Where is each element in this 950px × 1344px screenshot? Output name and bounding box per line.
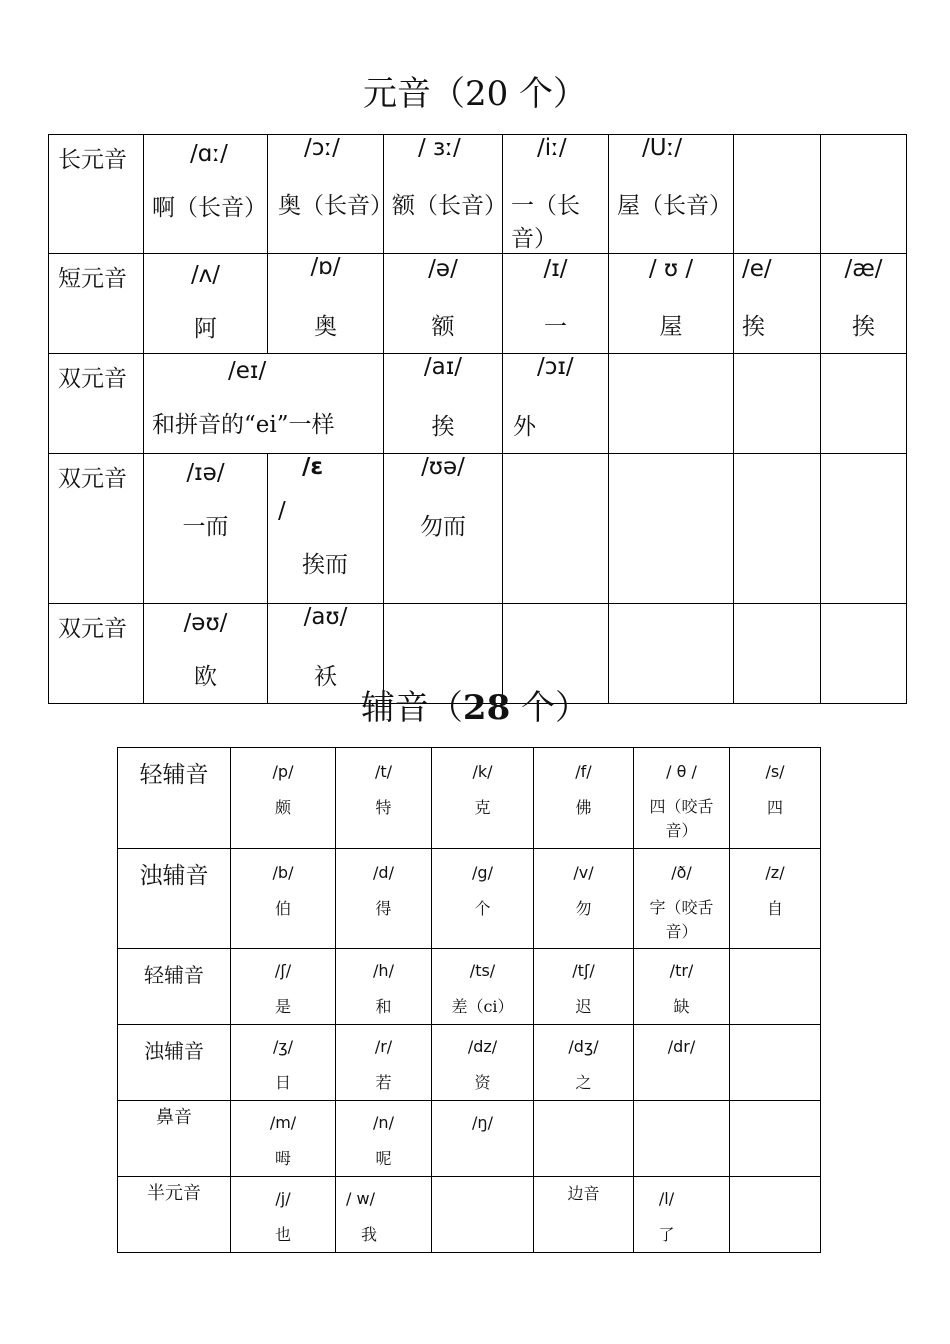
ipa-symbol: /iː/ — [537, 135, 567, 161]
chinese-hint: 一而 — [182, 514, 229, 540]
chinese-hint: 佛 — [575, 798, 592, 817]
chinese-hint: 特 — [375, 798, 392, 817]
consonant-cell — [534, 849, 634, 949]
chinese-hint: 之 — [575, 1073, 592, 1092]
ipa-symbol: /p/ — [272, 762, 294, 781]
chinese-hint: 缺 — [673, 997, 690, 1016]
chinese-hint: 挨 — [852, 314, 875, 340]
chinese-hint: 额（长音） — [392, 193, 507, 219]
ipa-symbol: /tr/ — [669, 961, 694, 980]
ipa-symbol: /n/ — [373, 1113, 394, 1132]
row-header: 轻辅音 — [118, 748, 231, 849]
vowel-cell — [144, 354, 384, 454]
vowel-cell — [144, 254, 268, 354]
chinese-hint: 啊（长音） — [152, 195, 267, 221]
vowel-cell — [821, 254, 907, 354]
consonant-cell — [534, 949, 634, 1025]
chinese-hint: 奥 — [314, 314, 337, 340]
chinese-hint: 克 — [474, 798, 491, 817]
chinese-hint: 屋 — [659, 314, 683, 340]
chinese-hint: 挨 — [742, 314, 765, 340]
ipa-symbol: / θ / — [666, 762, 697, 781]
consonant-cell — [231, 1101, 336, 1177]
empty-cell — [734, 354, 821, 454]
ipa-symbol: /dr/ — [667, 1037, 696, 1056]
long-vowel-row — [49, 135, 907, 254]
consonant-cell — [231, 949, 336, 1025]
consonant-cell — [534, 1025, 634, 1101]
empty-cell — [821, 454, 907, 604]
empty-cell — [730, 1025, 821, 1101]
consonant-cell — [231, 748, 336, 849]
ipa-symbol: /ð/ — [671, 863, 692, 882]
consonant-cell — [634, 949, 730, 1025]
chinese-hint: 颇 — [274, 798, 291, 817]
row-header: 双元音 — [49, 604, 144, 704]
voiceless-row — [118, 949, 821, 1025]
ipa-symbol: /ə/ — [428, 256, 458, 282]
consonant-cell — [730, 748, 821, 849]
vowel-cell — [384, 254, 503, 354]
empty-cell — [634, 1101, 730, 1177]
ipa-symbol: /k/ — [472, 762, 493, 781]
empty-cell — [609, 454, 734, 604]
consonant-cell — [634, 748, 730, 849]
ipa-symbol: /Uː/ — [642, 135, 683, 161]
chinese-hint: 阿 — [194, 316, 217, 342]
chinese-hint: 也 — [274, 1225, 291, 1244]
consonant-cell — [336, 849, 432, 949]
consonant-cell — [231, 1177, 336, 1253]
vowel-title: 元音（20 个） — [362, 74, 588, 114]
chinese-hint: 差（ci） — [451, 997, 514, 1016]
ipa-symbol: /ɒ/ — [310, 254, 341, 280]
ipa-symbol: /f/ — [575, 762, 592, 781]
row-header: 轻辅音 — [118, 949, 231, 1025]
ipa-symbol: /ɪ/ — [543, 256, 568, 282]
empty-cell — [730, 1177, 821, 1253]
chinese-hint: 额 — [431, 314, 455, 340]
empty-cell — [821, 135, 907, 254]
ipa-symbol: /æ/ — [844, 256, 883, 282]
empty-cell — [730, 1101, 821, 1177]
vowel-cell — [268, 254, 384, 354]
consonant-cell — [336, 949, 432, 1025]
vowel-cell — [384, 354, 503, 454]
ipa-symbol: /ɪə/ — [186, 460, 225, 486]
ipa-symbol: / w/ — [346, 1189, 375, 1208]
chinese-hint: 挨而 — [302, 552, 348, 578]
vowel-cell — [503, 135, 609, 254]
ipa-symbol: /d/ — [373, 863, 394, 882]
chinese-hint: 勿 — [575, 899, 592, 918]
ipa-symbol: /ʊə/ — [421, 454, 465, 480]
ipa-symbol: /ʌ/ — [190, 262, 221, 288]
chinese-hint: 勿而 — [420, 514, 466, 540]
vowel-cell — [503, 254, 609, 354]
consonant-cell — [231, 1025, 336, 1101]
chinese-hint: 伯 — [274, 899, 291, 918]
ipa-symbol: /ŋ/ — [472, 1113, 493, 1132]
vowel-cell — [144, 135, 268, 254]
ipa-symbol: /e/ — [742, 256, 772, 282]
ipa-symbol: /m/ — [269, 1113, 297, 1132]
consonant-cell — [336, 1025, 432, 1101]
chinese-hint: 了 — [658, 1225, 675, 1244]
chinese-hint: 呢 — [375, 1149, 392, 1168]
ipa-symbol: /b/ — [272, 863, 294, 882]
vowel-cell — [268, 454, 384, 604]
consonant-cell — [231, 849, 336, 949]
consonant-cell — [432, 949, 534, 1025]
ipa-symbol: / ʊ / — [648, 256, 694, 282]
vowel-cell — [384, 135, 507, 254]
ipa-symbol: /eɪ/ — [228, 358, 267, 384]
chinese-hint: 和拼音的“ei”一样 — [152, 412, 335, 438]
ipa-symbol: /əʊ/ — [183, 610, 228, 636]
consonant-cell — [432, 1101, 534, 1177]
ipa-symbol: /ʃ/ — [274, 961, 292, 980]
row-header: 长元音 — [49, 135, 144, 254]
ipa-symbol: / ɜː/ — [418, 135, 461, 161]
empty-cell — [730, 949, 821, 1025]
empty-cell — [534, 1101, 634, 1177]
ipa-symbol: /ɔː/ — [304, 135, 340, 161]
row-header: 双元音 — [49, 354, 144, 454]
ipa-symbol: /z/ — [765, 863, 785, 882]
chinese-hint: 一 — [544, 314, 567, 340]
row-header: 鼻音 — [118, 1101, 231, 1177]
vowel-cell — [144, 454, 268, 604]
consonant-cell — [534, 748, 634, 849]
row-header: 浊辅音 — [118, 1025, 231, 1101]
chinese-hint: 个 — [474, 899, 491, 918]
ipa-symbol: /dʒ/ — [568, 1037, 599, 1056]
chinese-hint: 挨 — [431, 414, 455, 440]
chinese-hint: 迟 — [575, 997, 592, 1016]
ipa-symbol: /dz/ — [467, 1037, 498, 1056]
chinese-hint: 一（长音） — [511, 193, 580, 252]
consonant-cell — [336, 1101, 432, 1177]
ipa-symbol: /tʃ/ — [572, 961, 595, 980]
consonant-cell — [634, 849, 730, 949]
chinese-hint: 若 — [375, 1073, 392, 1092]
consonant-title — [0, 688, 950, 728]
chinese-hint: 是 — [274, 997, 291, 1016]
chinese-hint: 我 — [361, 1225, 378, 1244]
vowel-cell — [268, 135, 393, 254]
empty-cell — [432, 1177, 534, 1253]
row-header: 短元音 — [49, 254, 144, 354]
chinese-hint: 资 — [474, 1073, 491, 1092]
ipa-symbol: /ts/ — [469, 961, 496, 980]
empty-cell — [503, 454, 609, 604]
ipa-symbol: /g/ — [472, 863, 493, 882]
empty-cell — [734, 454, 821, 604]
empty-cell — [609, 354, 734, 454]
ipa-symbol: /l/ — [658, 1189, 675, 1208]
ipa-symbol: /ɛ — [302, 454, 324, 480]
ipa-symbol: /v/ — [573, 863, 594, 882]
chinese-hint: 得 — [375, 899, 392, 918]
consonant-cell — [432, 1025, 534, 1101]
voiced-row — [118, 1025, 821, 1101]
consonant-title-text: 个） — [510, 688, 590, 728]
empty-cell — [821, 354, 907, 454]
diphthong-row — [49, 454, 907, 604]
chinese-hint: 呣 — [274, 1149, 291, 1168]
ipa-symbol: /ʒ/ — [272, 1037, 294, 1056]
ipa-symbol: /ɔɪ/ — [537, 354, 574, 380]
voiceless-row — [118, 748, 821, 849]
chinese-hint: 字（咬舌音） — [649, 898, 714, 941]
ipa-symbol: /h/ — [373, 961, 394, 980]
ipa-symbol: /ɑː/ — [190, 141, 228, 167]
consonant-count: 28 — [462, 688, 511, 728]
chinese-hint: 欧 — [194, 664, 217, 690]
diphthong-row — [49, 354, 907, 454]
consonant-cell — [730, 849, 821, 949]
vowel-cell — [503, 354, 609, 454]
vowel-cell — [609, 254, 734, 354]
consonant-title-text: 辅音（ — [360, 688, 463, 728]
vowel-cell — [609, 135, 734, 254]
vowel-cell — [384, 454, 503, 604]
voiced-row — [118, 849, 821, 949]
chinese-hint: 奥（长音） — [278, 193, 393, 219]
chinese-hint: 四（咬舌音） — [649, 797, 714, 840]
consonant-cell — [432, 849, 534, 949]
consonant-cell — [432, 748, 534, 849]
consonant-cell — [634, 1177, 730, 1253]
ipa-symbol: /aɪ/ — [423, 354, 463, 380]
empty-cell — [734, 135, 821, 254]
ipa-symbol: /t/ — [374, 762, 393, 781]
chinese-hint: 袄 — [314, 664, 337, 690]
chinese-hint: 屋（长音） — [617, 193, 732, 219]
ipa-symbol: /s/ — [765, 762, 785, 781]
consonant-table — [117, 747, 821, 1253]
consonant-cell — [634, 1025, 730, 1101]
ipa-symbol: /j/ — [275, 1189, 291, 1208]
row-header: 浊辅音 — [118, 849, 231, 949]
ipa-symbol: / — [278, 498, 286, 524]
ipa-symbol: /aʊ/ — [303, 604, 348, 630]
semivowel-row — [118, 1177, 821, 1253]
vowel-table — [48, 134, 907, 704]
nasal-row — [118, 1101, 821, 1177]
short-vowel-row — [49, 254, 907, 354]
chinese-hint: 和 — [375, 997, 392, 1016]
chinese-hint: 自 — [766, 899, 783, 918]
consonant-cell — [336, 1177, 432, 1253]
row-header: 双元音 — [49, 454, 144, 604]
chinese-hint: 四 — [766, 798, 783, 817]
chinese-hint: 外 — [513, 414, 536, 440]
lateral-label: 边音 — [567, 1184, 600, 1203]
consonant-cell — [336, 748, 432, 849]
vowel-cell — [734, 254, 821, 354]
row-header: 半元音 — [118, 1177, 231, 1253]
chinese-hint: 日 — [274, 1073, 291, 1092]
ipa-symbol: /r/ — [374, 1037, 393, 1056]
